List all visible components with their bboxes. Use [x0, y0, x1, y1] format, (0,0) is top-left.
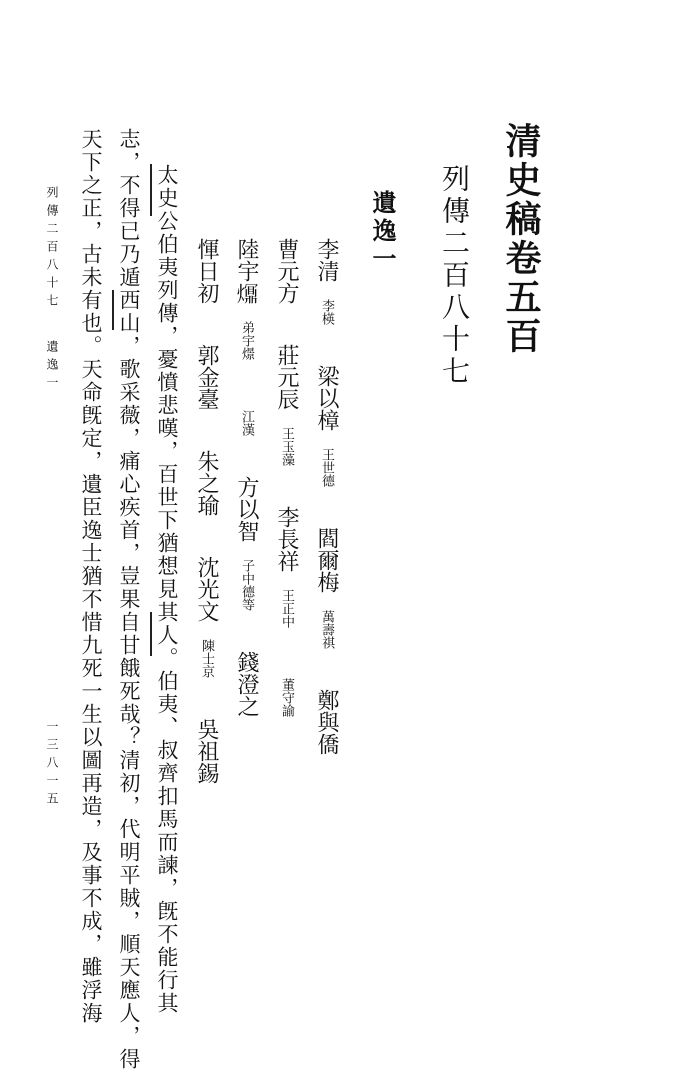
person-name: 郭金臺 — [194, 344, 219, 410]
names-column-4 — [195, 238, 217, 784]
person-note: 王正中 — [279, 589, 294, 628]
volume-title: 清史稿卷五百 — [500, 122, 542, 356]
running-chapter: 列傳二百八十七 — [45, 186, 59, 312]
chapter-subtitle: 列傳二百八十七 — [438, 164, 471, 388]
person-note: 江漢 — [239, 410, 254, 436]
person-name: 方以智 — [234, 476, 259, 542]
person-note: 李楧 — [319, 299, 334, 325]
names-column-1 — [315, 238, 337, 755]
person-name: 李長祥 — [274, 506, 299, 572]
person-name: 梁以樟 — [314, 365, 339, 431]
person-name: 鄭與僑 — [314, 689, 339, 755]
person-name: 吳祖錫 — [194, 718, 219, 784]
person-note: 弟宇燝 — [239, 321, 254, 360]
person-name: 沈光文 — [194, 556, 219, 622]
person-name: 惲日初 — [194, 238, 219, 304]
person-note: 陳士京 — [199, 639, 214, 678]
person-name: 曹元方 — [274, 238, 299, 304]
person-name: 錢澄之 — [234, 651, 259, 717]
person-name: 李清 — [314, 238, 339, 282]
names-column-3 — [235, 238, 257, 717]
body-text-column: 太史公伯夷列傳，憂憤悲嘆，百世下猶想見其人。伯夷、叔齊扣馬而諫，旣不能行其 — [155, 164, 179, 1015]
proper-noun-mark — [150, 612, 152, 656]
person-name: 陸宇𤑺 — [234, 238, 259, 304]
body-text-column: 天下之正，古未有也。天命旣定，遺臣逸士猶不惜九死一生以圖再造，及事不成，雖浮海 — [79, 128, 103, 1025]
running-section: 遺逸一 — [45, 340, 59, 394]
person-name: 閻爾梅 — [314, 527, 339, 593]
person-note: 王世德 — [319, 448, 334, 487]
proper-noun-mark — [112, 290, 114, 330]
body-text-column: 志，不得已乃遁西山，歌采薇，痛心疾首，豈果自甘餓死哉？清初，代明平賊，順天應人，得 — [117, 128, 141, 1071]
person-note: 王玉藻 — [279, 427, 294, 466]
names-column-2 — [275, 238, 297, 717]
person-note: 董守諭 — [279, 678, 294, 717]
page-number: 一三八一五 — [45, 720, 59, 810]
person-note: 子中德等 — [239, 559, 254, 611]
person-name: 莊元辰 — [274, 344, 299, 410]
section-heading: 遺逸一 — [368, 190, 397, 274]
person-note: 萬壽祺 — [319, 610, 334, 649]
person-name: 朱之瑜 — [194, 450, 219, 516]
proper-noun-mark — [150, 164, 152, 216]
